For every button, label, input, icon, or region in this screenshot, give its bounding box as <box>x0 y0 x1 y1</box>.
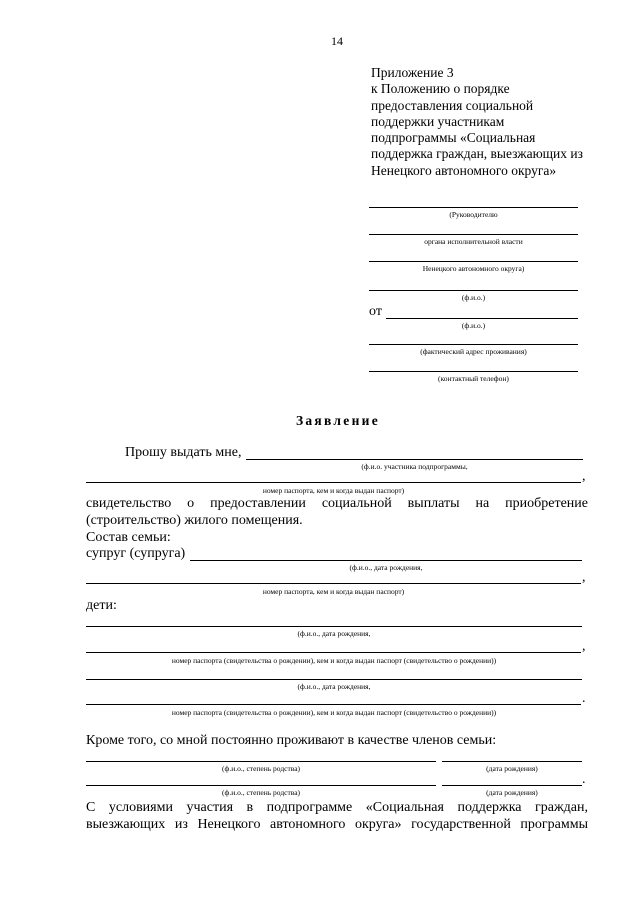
request-body-line2: (строительство) жилого помещения. <box>86 513 303 528</box>
conditions-line2: выезжающих из Ненецкого автономного округа» государственной программы <box>86 817 588 832</box>
appendix-line: поддержки участникам <box>371 113 505 129</box>
appendix-line: Приложение 3 <box>371 65 454 80</box>
spouse-line[interactable] <box>190 560 582 561</box>
member-name-line[interactable] <box>86 761 436 762</box>
caption-address: (фактический адрес проживания) <box>420 347 527 356</box>
caption-member-date: (дата рождения) <box>486 764 538 773</box>
family-heading: Состав семьи: <box>86 530 171 545</box>
spouse-passport-line[interactable] <box>86 583 581 584</box>
from-line[interactable] <box>386 318 578 319</box>
conditions-text <box>86 799 588 833</box>
caption-child: (ф.и.о., дата рождения, <box>297 629 371 638</box>
child-passport-line[interactable] <box>86 704 581 705</box>
passport-line[interactable] <box>86 482 581 483</box>
addressee-line[interactable] <box>369 234 578 235</box>
phone-line[interactable] <box>369 371 578 372</box>
children-label: дети: <box>86 598 117 613</box>
caption-fio-applicant: (ф.и.о.) <box>461 321 486 330</box>
member-date-line[interactable] <box>442 761 582 762</box>
caption-child: (ф.и.о., дата рождения, <box>297 682 371 691</box>
member-name-line[interactable] <box>86 785 436 786</box>
child-line[interactable] <box>86 626 582 627</box>
spouse-label: супруг (супруга) <box>86 546 186 561</box>
participant-line[interactable] <box>246 459 583 460</box>
other-members-intro: Кроме того, со мной постоянно проживают в качестве членов семьи: <box>86 733 497 748</box>
period: . <box>582 772 586 787</box>
addressee-line[interactable] <box>369 261 578 262</box>
appendix-line: предоставления социальной <box>371 97 534 113</box>
comma: , <box>582 469 586 484</box>
caption-participant: (ф.и.о. участника подпрограммы, <box>361 462 468 471</box>
caption-member-name: (ф.и.о., степень родства) <box>221 764 301 773</box>
caption-child-passport: номер паспорта (свидетельства о рождении), кем и когда выдан паспорт (свидетельство о рождении)) <box>171 708 497 717</box>
address-line[interactable] <box>369 344 578 345</box>
caption-fio-head: (ф.и.о.) <box>461 293 486 302</box>
appendix-line: к Положению о порядке <box>371 81 510 97</box>
request-body-line1: свидетельство о предоставлении социальной выплаты на приобретение <box>86 496 588 511</box>
appendix-line: поддержка граждан, выезжающих из <box>371 146 583 162</box>
caption-phone: (контактный телефон) <box>438 374 509 383</box>
page-number: 14 <box>331 34 343 48</box>
appendix-line: подпрограммы «Социальная <box>371 130 536 146</box>
comma: , <box>582 570 586 585</box>
caption-region: Ненецкого автономного округа) <box>422 264 525 273</box>
from-label: от <box>369 304 382 319</box>
caption-member-date: (дата рождения) <box>486 788 538 797</box>
appendix-header <box>371 65 583 179</box>
child-line[interactable] <box>86 679 582 680</box>
member-date-line[interactable] <box>442 785 582 786</box>
caption-member-name: (ф.и.о., степень родства) <box>221 788 301 797</box>
addressee-line[interactable] <box>369 290 578 291</box>
child-passport-line[interactable] <box>86 652 581 653</box>
addressee-line[interactable] <box>369 207 578 208</box>
request-body <box>86 495 588 529</box>
caption-spouse: (ф.и.о., дата рождения, <box>349 563 423 572</box>
caption-passport: номер паспорта, кем и когда выдан паспорт) <box>262 486 405 495</box>
caption-head: (Руководителю <box>449 210 498 219</box>
comma: , <box>582 639 586 654</box>
period: . <box>582 691 586 706</box>
appendix-line: Ненецкого автономного округа» <box>371 162 557 178</box>
document-title: Заявление <box>295 413 381 428</box>
conditions-line1: С условиями участия в подпрограмме «Социальная поддержка граждан, <box>86 800 588 815</box>
caption-spouse-passport: номер паспорта, кем и когда выдан паспорт) <box>262 587 405 596</box>
caption-authority: органа исполнительной власти <box>424 237 523 246</box>
request-intro: Прошу выдать мне, <box>125 445 242 460</box>
caption-child-passport: номер паспорта (свидетельства о рождении), кем и когда выдан паспорт (свидетельство о рождении)) <box>171 656 497 665</box>
